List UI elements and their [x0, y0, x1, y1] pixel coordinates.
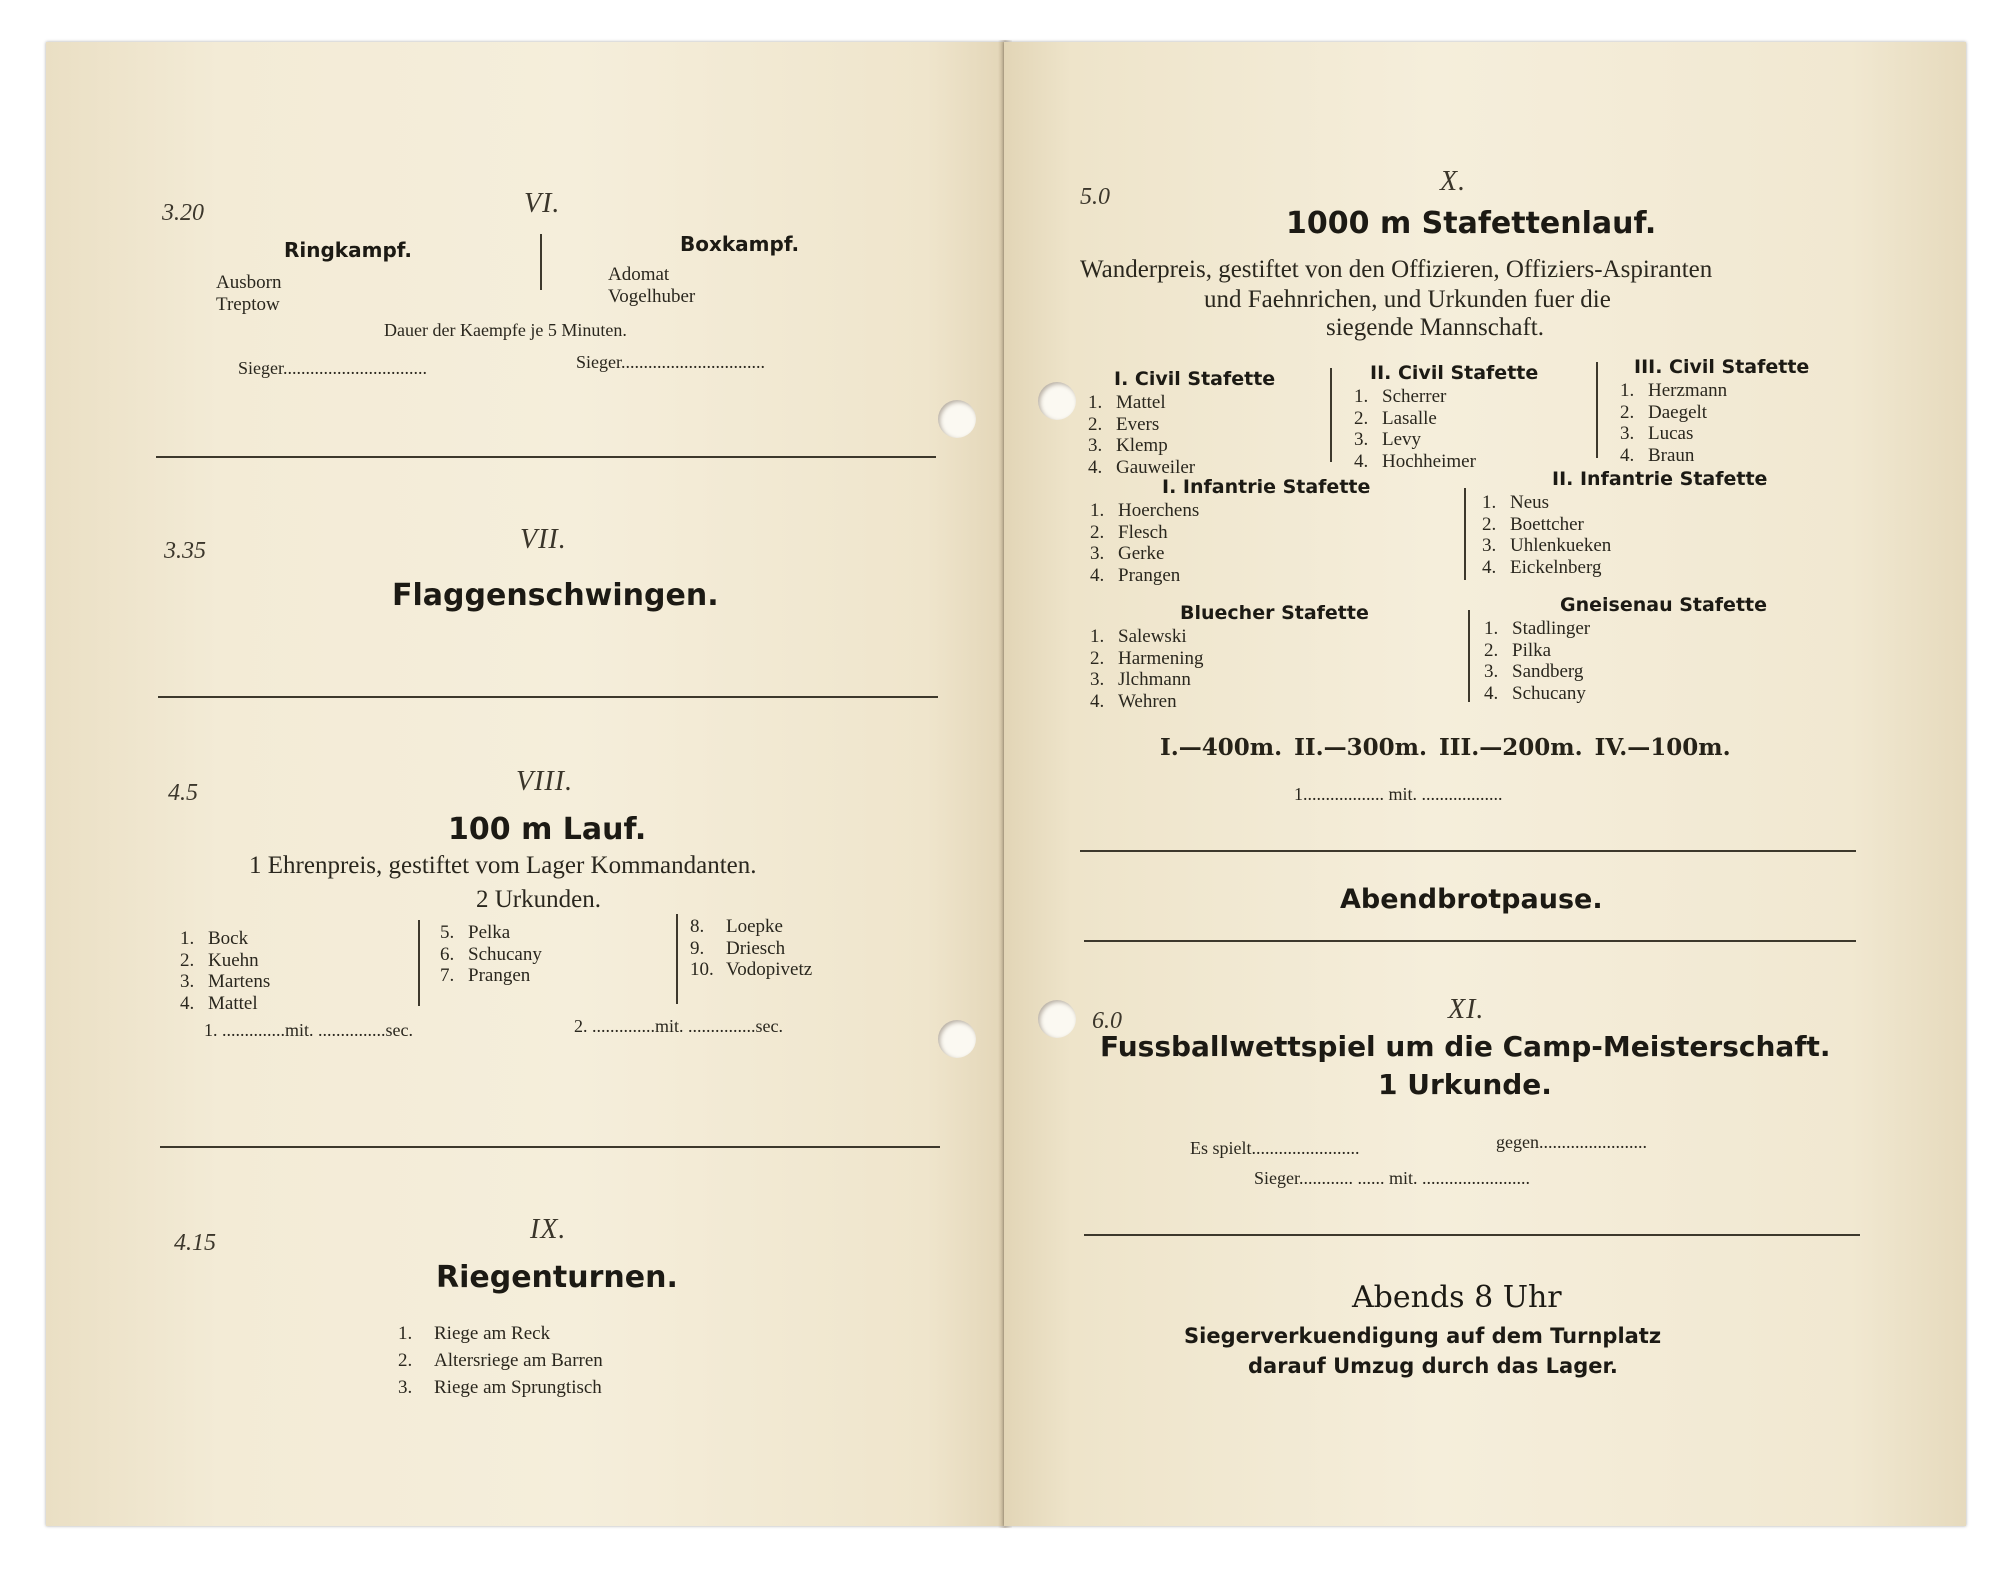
- punch-hole: [1038, 1000, 1076, 1038]
- divider-vertical: [1330, 368, 1332, 462]
- ringkampf-name-1: Ausborn: [216, 272, 282, 293]
- section-divider: [1084, 940, 1856, 942]
- list-item: 2. Harmening: [1090, 647, 1204, 669]
- section-divider: [160, 1146, 940, 1148]
- list-item: 2. Boettcher: [1482, 513, 1584, 535]
- punch-hole: [938, 1020, 976, 1058]
- left-page: [46, 42, 1004, 1526]
- fussball-plays-line: Es spielt........................: [1190, 1138, 1360, 1158]
- list-item: 2. Daegelt: [1620, 401, 1708, 423]
- event-time-ring: 3.20: [162, 200, 204, 226]
- list-item: 2. Altersriege am Barren: [398, 1350, 603, 1371]
- list-item: 2. Flesch: [1090, 521, 1168, 543]
- list-item: 1. Bock: [180, 928, 249, 949]
- list-item: 2. Evers: [1088, 413, 1160, 435]
- list-item: 2. Kuehn: [180, 949, 259, 971]
- lauf-result-1: 1. ..............mit. ...............sec.: [204, 1020, 413, 1040]
- list-item: 2. Lasalle: [1354, 407, 1437, 429]
- event-time-riegen: 4.15: [174, 1230, 216, 1256]
- boxkampf-name-2: Vogelhuber: [608, 286, 696, 307]
- staffel-desc-3: siegende Mannschaft.: [1326, 314, 1544, 341]
- boxkampf-title: Boxkampf.: [680, 232, 800, 256]
- list-item: 5. Pelka: [440, 922, 511, 943]
- event-number-lauf: VIII.: [516, 766, 574, 797]
- relay-distances: I.—400m. II.—300m. III.—200m. IV.—100m.: [1160, 734, 1731, 761]
- lauf-list-col-2: [440, 922, 542, 987]
- divider-vertical: [676, 914, 678, 1004]
- list-item: 1. Salewski: [1090, 626, 1187, 647]
- list-item: 8. Loepke: [690, 916, 783, 937]
- riegen-list: [398, 1320, 603, 1401]
- list-item: 1. Neus: [1482, 492, 1550, 513]
- event-number-riegen: IX.: [530, 1214, 567, 1245]
- list-item: 6. Schucany: [440, 943, 542, 965]
- team-infantry-1-title: I. Infantrie Stafette: [1162, 476, 1371, 498]
- event-time-lauf: 4.5: [168, 780, 198, 806]
- list-item: 4. Hochheimer: [1354, 450, 1476, 472]
- section-divider: [156, 456, 936, 458]
- team-civil-3-title: III. Civil Stafette: [1634, 356, 1810, 378]
- event-number-ring: VI.: [524, 188, 561, 219]
- section-divider: [158, 696, 938, 698]
- event-number-fussball: XI.: [1448, 994, 1485, 1025]
- list-item: 3. Riege am Sprungtisch: [398, 1377, 602, 1398]
- list-item: 4. Mattel: [180, 992, 258, 1014]
- divider-vertical: [1596, 362, 1598, 458]
- list-item: 2. Pilka: [1484, 639, 1552, 661]
- list-item: 3. Martens: [180, 971, 271, 992]
- list-item: 3. Klemp: [1088, 435, 1168, 456]
- divider-vertical: [1468, 610, 1470, 702]
- team-civil-2-title: II. Civil Stafette: [1370, 362, 1539, 384]
- fussball-subtitle: 1 Urkunde.: [1378, 1068, 1552, 1101]
- list-item: 4. Schucany: [1484, 682, 1586, 704]
- team-infantry-2-list: [1482, 492, 1611, 578]
- list-item: 1. Mattel: [1088, 392, 1166, 413]
- fussball-against-line: gegen........................: [1496, 1132, 1647, 1152]
- divider-vertical: [1464, 488, 1466, 580]
- team-civil-1-title: I. Civil Stafette: [1114, 368, 1276, 390]
- list-item: 1. Herzmann: [1620, 380, 1728, 401]
- punch-hole: [938, 400, 976, 438]
- team-civil-1-list: [1088, 392, 1195, 478]
- team-infantry-2-title: II. Infantrie Stafette: [1552, 468, 1768, 490]
- ringkampf-title: Ringkampf.: [284, 238, 412, 262]
- list-item: 3. Sandberg: [1484, 661, 1584, 682]
- list-item: 4. Wehren: [1090, 690, 1177, 712]
- lauf-title: 100 m Lauf.: [448, 812, 647, 847]
- team-bluecher-list: [1090, 626, 1203, 712]
- divider-vertical: [418, 920, 420, 1006]
- list-item: 1. Stadlinger: [1484, 618, 1591, 639]
- box-winner-line: Sieger................................: [576, 352, 765, 372]
- event-number-flag: VII.: [520, 524, 567, 555]
- section-divider: [1080, 850, 1856, 852]
- team-gneisenau-list: [1484, 618, 1590, 704]
- staffel-result: 1.................. mit. ..................: [1294, 784, 1503, 804]
- pause-title: Abendbrotpause.: [1340, 884, 1603, 915]
- list-item: 3. Gerke: [1090, 543, 1165, 564]
- fussball-winner-line: Sieger............ ...... mit. ........................: [1254, 1168, 1530, 1188]
- list-item: 3. Uhlenkueken: [1482, 535, 1612, 556]
- list-item: 1. Scherrer: [1354, 386, 1447, 407]
- list-item: 3. Jlchmann: [1090, 669, 1191, 690]
- staffel-desc-1: Wanderpreis, gestiftet von den Offizieren, Offiziers-Aspiranten: [1080, 256, 1713, 283]
- list-item: 1. Hoerchens: [1090, 500, 1200, 521]
- lauf-prize-line: 1 Ehrenpreis, gestiftet vom Lager Kommandanten.: [249, 852, 757, 879]
- list-item: 4. Prangen: [1090, 564, 1181, 586]
- lauf-list-col-3: [690, 916, 812, 981]
- team-infantry-1-list: [1090, 500, 1199, 586]
- list-item: 4. Braun: [1620, 444, 1695, 466]
- team-civil-3-list: [1620, 380, 1727, 466]
- team-bluecher-title: Bluecher Stafette: [1180, 602, 1369, 624]
- list-item: 4. Eickelnberg: [1482, 556, 1602, 578]
- lauf-certificates-line: 2 Urkunden.: [476, 886, 601, 913]
- list-item: 3. Levy: [1354, 429, 1422, 450]
- ringkampf-name-2: Treptow: [216, 294, 280, 315]
- team-gneisenau-title: Gneisenau Stafette: [1560, 594, 1767, 616]
- section-divider: [1084, 1234, 1860, 1236]
- event-time-staffel: 5.0: [1080, 184, 1110, 210]
- list-item: 1. Riege am Reck: [398, 1323, 551, 1344]
- list-item: 4. Gauweiler: [1088, 456, 1196, 478]
- divider-vertical: [540, 234, 542, 290]
- list-item: 3. Lucas: [1620, 423, 1694, 444]
- team-civil-2-list: [1354, 386, 1476, 472]
- fussball-title: Fussballwettspiel um die Camp-Meisterschaft.: [1100, 1030, 1831, 1063]
- lauf-list-col-1: [180, 928, 270, 1014]
- event-time-fussball: 6.0: [1092, 1008, 1122, 1034]
- list-item: 10. Vodopivetz: [690, 959, 813, 980]
- riegen-title: Riegenturnen.: [436, 1260, 678, 1295]
- fight-duration: Dauer der Kaempfe je 5 Minuten.: [384, 320, 627, 340]
- evening-title: Abends 8 Uhr: [1352, 1280, 1562, 1315]
- flag-title: Flaggenschwingen.: [392, 578, 719, 613]
- staffel-title: 1000 m Stafettenlauf.: [1286, 206, 1657, 241]
- right-page: [1004, 42, 1966, 1526]
- evening-line-1: Siegerverkuendigung auf dem Turnplatz: [1184, 1324, 1662, 1348]
- list-item: 7. Prangen: [440, 965, 531, 986]
- event-time-flag: 3.35: [164, 538, 206, 564]
- event-number-staffel: X.: [1440, 166, 1467, 197]
- staffel-desc-2: und Faehnrichen, und Urkunden fuer die: [1204, 286, 1611, 313]
- list-item: 9. Driesch: [690, 937, 786, 959]
- evening-line-2: darauf Umzug durch das Lager.: [1248, 1354, 1618, 1378]
- punch-hole: [1038, 382, 1076, 420]
- ring-winner-line: Sieger................................: [238, 358, 427, 378]
- boxkampf-name-1: Adomat: [608, 264, 670, 285]
- lauf-result-2: 2. ..............mit. ...............sec.: [574, 1016, 783, 1036]
